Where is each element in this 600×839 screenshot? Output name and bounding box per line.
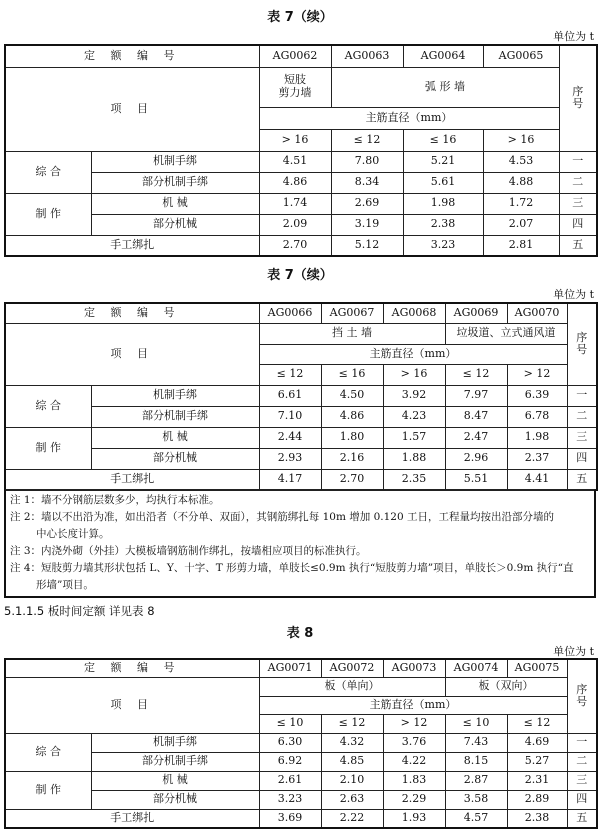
table-cell: 2.29 — [383, 790, 445, 809]
slab-type-one-way: 板（单向） — [259, 677, 445, 696]
table-cell: 5.61 — [403, 172, 483, 193]
table-cell: 7.80 — [331, 151, 403, 172]
diameter-range: > 12 — [383, 714, 445, 733]
table-cell: 6.30 — [259, 733, 321, 752]
diameter-range: > 16 — [483, 129, 559, 151]
table-cell: 2.35 — [383, 469, 445, 490]
table-cell: 4.86 — [321, 406, 383, 427]
seq-number: 一 — [567, 385, 597, 406]
quota-code-header: 定 额 编 号 — [5, 659, 259, 677]
row-label: 部分机制手绑 — [91, 172, 259, 193]
group-label: 综 合 — [5, 151, 91, 193]
seq-number: 五 — [559, 235, 597, 256]
quota-code: AG0066 — [259, 303, 321, 323]
table-cell: 2.96 — [445, 448, 507, 469]
group-label: 综 合 — [5, 385, 91, 427]
seq-number: 四 — [567, 448, 597, 469]
table-cell: 3.19 — [331, 214, 403, 235]
table-cell: 8.47 — [445, 406, 507, 427]
table-cell: 4.23 — [383, 406, 445, 427]
note-1: 注 1：墙不分钢筋层数多少，均执行本标准。 — [10, 494, 220, 506]
table-cell: 7.97 — [445, 385, 507, 406]
table-cell: 2.16 — [321, 448, 383, 469]
seq-number: 二 — [567, 752, 597, 771]
table-cell: 2.10 — [321, 771, 383, 790]
seq-number: 一 — [567, 733, 597, 752]
quota-code: AG0074 — [445, 659, 507, 677]
table-cell: 2.38 — [507, 809, 567, 828]
table-cell: 4.86 — [259, 172, 331, 193]
quota-code-header: 定 额 编 号 — [5, 303, 259, 323]
quota-code: AG0069 — [445, 303, 507, 323]
notes-block — [4, 489, 596, 598]
table-cell: 6.92 — [259, 752, 321, 771]
diameter-range: ≤ 16 — [403, 129, 483, 151]
table-title: 表 7（续） — [267, 268, 333, 283]
table-cell: 2.81 — [483, 235, 559, 256]
table-cell: 2.31 — [507, 771, 567, 790]
slab-type-two-way: 板（双向） — [445, 677, 567, 696]
table-cell: 5.21 — [403, 151, 483, 172]
seq-number: 四 — [567, 790, 597, 809]
table-cell: 1.74 — [259, 193, 331, 214]
table-cell: 2.07 — [483, 214, 559, 235]
quota-code: AG0063 — [331, 45, 403, 67]
seq-number: 三 — [559, 193, 597, 214]
table-cell: 2.61 — [259, 771, 321, 790]
table-cell: 4.17 — [259, 469, 321, 490]
group-label: 综 合 — [5, 733, 91, 771]
table-cell: 1.93 — [383, 809, 445, 828]
table-cell: 3.92 — [383, 385, 445, 406]
seq-number: 三 — [567, 771, 597, 790]
table-cell: 1.88 — [383, 448, 445, 469]
table-cell: 2.63 — [321, 790, 383, 809]
table-cell: 2.44 — [259, 427, 321, 448]
quota-table-7b — [4, 302, 598, 491]
table-cell: 6.78 — [507, 406, 567, 427]
table-cell: 1.72 — [483, 193, 559, 214]
row-label: 手工绑扎 — [5, 235, 259, 256]
quota-code: AG0075 — [507, 659, 567, 677]
diameter-range: ≤ 12 — [445, 364, 507, 385]
seq-number: 四 — [559, 214, 597, 235]
wall-type-arc: 弧 形 墙 — [331, 67, 559, 107]
wall-type-shaft: 垃圾道、立式通风道 — [445, 323, 567, 344]
diameter-header: 主筋直径（mm） — [259, 344, 567, 364]
diameter-range: ≤ 12 — [507, 714, 567, 733]
diameter-range: > 16 — [383, 364, 445, 385]
table-cell: 3.58 — [445, 790, 507, 809]
quota-code-header: 定 额 编 号 — [5, 45, 259, 67]
table-cell: 4.88 — [483, 172, 559, 193]
note-3: 注 3：内浇外砌（外挂）大模板墙钢筋制作绑扎，按墙相应项目的标准执行。 — [10, 545, 367, 557]
unit-label: 单位为 t — [553, 30, 594, 43]
seq-header: 序 号 — [567, 659, 597, 733]
table-cell: 2.69 — [331, 193, 403, 214]
quota-code: AG0070 — [507, 303, 567, 323]
diameter-header: 主筋直径（mm） — [259, 696, 567, 714]
table-cell: 4.32 — [321, 733, 383, 752]
seq-number: 二 — [559, 172, 597, 193]
table-cell: 3.23 — [259, 790, 321, 809]
table-cell: 7.43 — [445, 733, 507, 752]
quota-code: AG0068 — [383, 303, 445, 323]
note-2: 注 2：墙以不出沿为准，如出沿者（不分单、双面），其钢筋绑扎每 10m 增加 0.120 工日，工程量均按出沿部分墙的 中心长度计算。 — [10, 511, 554, 540]
seq-header: 序 号 — [559, 45, 597, 151]
table-cell: 3.23 — [403, 235, 483, 256]
row-label: 部分机械 — [91, 448, 259, 469]
quota-code: AG0064 — [403, 45, 483, 67]
note-4: 注 4：短肢剪力墙其形状包括 L、Y、十字、T 形剪力墙，单肢长≤0.9m 执行“短肢剪力墙”项目，单肢长＞0.9m 执行“直 形墙”项目。 — [10, 562, 574, 591]
row-label: 部分机制手绑 — [91, 406, 259, 427]
table-cell: 2.22 — [321, 809, 383, 828]
row-label: 部分机制手绑 — [91, 752, 259, 771]
table-cell: 1.83 — [383, 771, 445, 790]
table-cell: 2.47 — [445, 427, 507, 448]
item-header: 项 目 — [5, 67, 259, 151]
row-label: 机制手绑 — [91, 733, 259, 752]
quota-code: AG0065 — [483, 45, 559, 67]
table-cell: 5.27 — [507, 752, 567, 771]
table-cell: 3.69 — [259, 809, 321, 828]
table-cell: 6.39 — [507, 385, 567, 406]
table-cell: 2.09 — [259, 214, 331, 235]
table-cell: 2.37 — [507, 448, 567, 469]
quota-code: AG0072 — [321, 659, 383, 677]
table-cell: 1.80 — [321, 427, 383, 448]
diameter-header: 主筋直径（mm） — [259, 107, 559, 129]
item-header: 项 目 — [5, 323, 259, 385]
table-cell: 6.61 — [259, 385, 321, 406]
row-label: 手工绑扎 — [5, 469, 259, 490]
seq-number: 五 — [567, 809, 597, 828]
quota-code: AG0067 — [321, 303, 383, 323]
table-cell: 4.85 — [321, 752, 383, 771]
table-cell: 3.76 — [383, 733, 445, 752]
seq-number: 五 — [567, 469, 597, 490]
table-cell: 2.38 — [403, 214, 483, 235]
seq-number: 二 — [567, 406, 597, 427]
quota-code: AG0071 — [259, 659, 321, 677]
unit-label: 单位为 t — [553, 645, 594, 658]
table-cell: 1.98 — [507, 427, 567, 448]
wall-type-short: 短肢 剪力墙 — [259, 67, 331, 107]
table-cell: 2.70 — [321, 469, 383, 490]
table-cell: 7.10 — [259, 406, 321, 427]
seq-number: 三 — [567, 427, 597, 448]
group-label: 制 作 — [5, 427, 91, 469]
seq-number: 一 — [559, 151, 597, 172]
diameter-range: ≤ 10 — [259, 714, 321, 733]
table-cell: 5.12 — [331, 235, 403, 256]
unit-label: 单位为 t — [553, 288, 594, 301]
diameter-range: > 16 — [259, 129, 331, 151]
section-heading: 5.1.1.5 板时间定额 详见表 8 — [4, 604, 155, 618]
table-title: 表 7（续） — [267, 10, 333, 25]
table-cell: 4.22 — [383, 752, 445, 771]
diameter-range: ≤ 12 — [259, 364, 321, 385]
table-cell: 4.57 — [445, 809, 507, 828]
diameter-range: ≤ 10 — [445, 714, 507, 733]
row-label: 部分机械 — [91, 790, 259, 809]
group-label: 制 作 — [5, 771, 91, 809]
quota-table-7a — [4, 44, 598, 257]
item-header: 项 目 — [5, 677, 259, 733]
diameter-range: ≤ 12 — [331, 129, 403, 151]
table-cell: 8.34 — [331, 172, 403, 193]
diameter-range: ≤ 12 — [321, 714, 383, 733]
table-title: 表 8 — [286, 626, 314, 641]
table-cell: 2.87 — [445, 771, 507, 790]
table-cell: 5.51 — [445, 469, 507, 490]
row-label: 机 械 — [91, 771, 259, 790]
seq-header: 序 号 — [567, 303, 597, 385]
table-cell: 1.98 — [403, 193, 483, 214]
quota-code: AG0073 — [383, 659, 445, 677]
table-cell: 4.53 — [483, 151, 559, 172]
table-cell: 4.51 — [259, 151, 331, 172]
table-cell: 1.57 — [383, 427, 445, 448]
table-cell: 4.69 — [507, 733, 567, 752]
group-label: 制 作 — [5, 193, 91, 235]
table-cell: 2.70 — [259, 235, 331, 256]
row-label: 手工绑扎 — [5, 809, 259, 828]
wall-type-retaining: 挡 土 墙 — [259, 323, 445, 344]
row-label: 机制手绑 — [91, 385, 259, 406]
row-label: 部分机械 — [91, 214, 259, 235]
table-cell: 8.15 — [445, 752, 507, 771]
table-cell: 2.93 — [259, 448, 321, 469]
table-cell: 4.50 — [321, 385, 383, 406]
row-label: 机制手绑 — [91, 151, 259, 172]
row-label: 机 械 — [91, 427, 259, 448]
quota-code: AG0062 — [259, 45, 331, 67]
table-cell: 4.41 — [507, 469, 567, 490]
diameter-range: > 12 — [507, 364, 567, 385]
table-cell: 2.89 — [507, 790, 567, 809]
quota-table-8 — [4, 658, 598, 829]
diameter-range: ≤ 16 — [321, 364, 383, 385]
row-label: 机 械 — [91, 193, 259, 214]
